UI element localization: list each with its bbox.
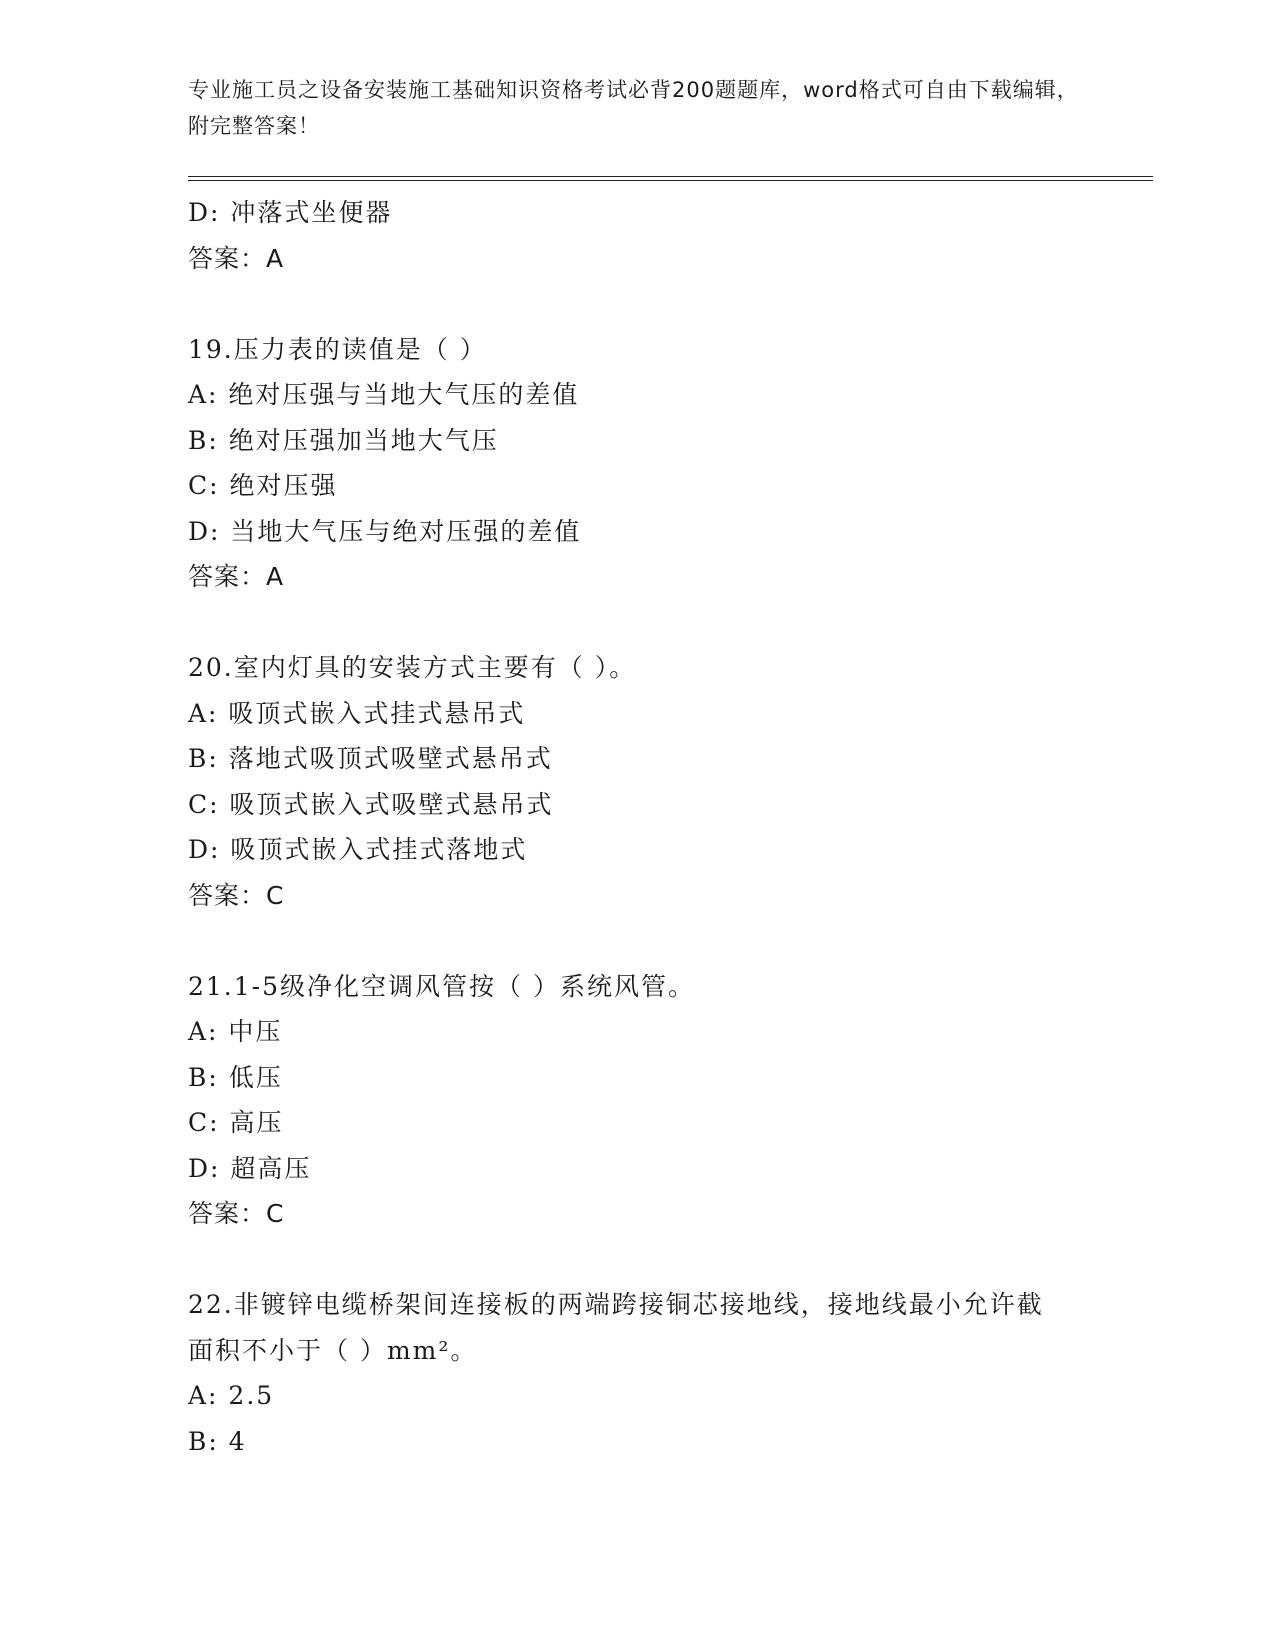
option-d: D: 吸顶式嵌入式挂式落地式 (188, 835, 528, 864)
question-21 (188, 964, 1088, 1237)
option-b: B: 4 (188, 1426, 247, 1456)
question-22 (188, 1282, 1088, 1464)
option-a: A: 中压 (188, 1017, 283, 1046)
question-text: 19.压力表的读值是（ ） (188, 334, 487, 364)
document-body (188, 190, 1088, 1464)
option-a: A: 绝对压强与当地大气压的差值 (188, 380, 580, 409)
question-text: 22.非镀锌电缆桥架间连接板的两端跨接铜芯接地线，接地线最小允许截面积不小于（ ）mm²。 (188, 1290, 1044, 1365)
answer-line: 答案：C (188, 1199, 285, 1228)
option-a: A: 吸顶式嵌入式挂式悬吊式 (188, 698, 526, 728)
header-divider (188, 176, 1153, 181)
answer-line: 答案：A (188, 243, 285, 273)
question-19 (188, 327, 1088, 600)
option-d: D: 超高压 (188, 1153, 312, 1183)
option-a: A: 2.5 (188, 1381, 275, 1410)
document-header: 专业施工员之设备安装施工基础知识资格考试必背200题题库，word格式可自由下载编辑，附完整答案！ (188, 78, 1079, 138)
question-text: 21.1-5级净化空调风管按（ ）系统风管。 (188, 971, 695, 1001)
question-20 (188, 645, 1088, 918)
option-d: D: 冲落式坐便器 (188, 198, 393, 227)
option-c: C: 高压 (188, 1108, 284, 1137)
previous-question-tail (188, 190, 1088, 281)
option-b: B: 绝对压强加当地大气压 (188, 425, 499, 455)
question-text: 20.室内灯具的安装方式主要有（ ）。 (188, 653, 637, 682)
option-c: C: 绝对压强 (188, 471, 338, 500)
option-b: B: 低压 (188, 1062, 283, 1092)
option-c: C: 吸顶式嵌入式吸壁式悬吊式 (188, 789, 554, 819)
option-d: D: 当地大气压与绝对压强的差值 (188, 516, 582, 546)
answer-line: 答案：C (188, 880, 285, 910)
answer-line: 答案：A (188, 562, 285, 591)
option-b: B: 落地式吸顶式吸壁式悬吊式 (188, 744, 553, 773)
